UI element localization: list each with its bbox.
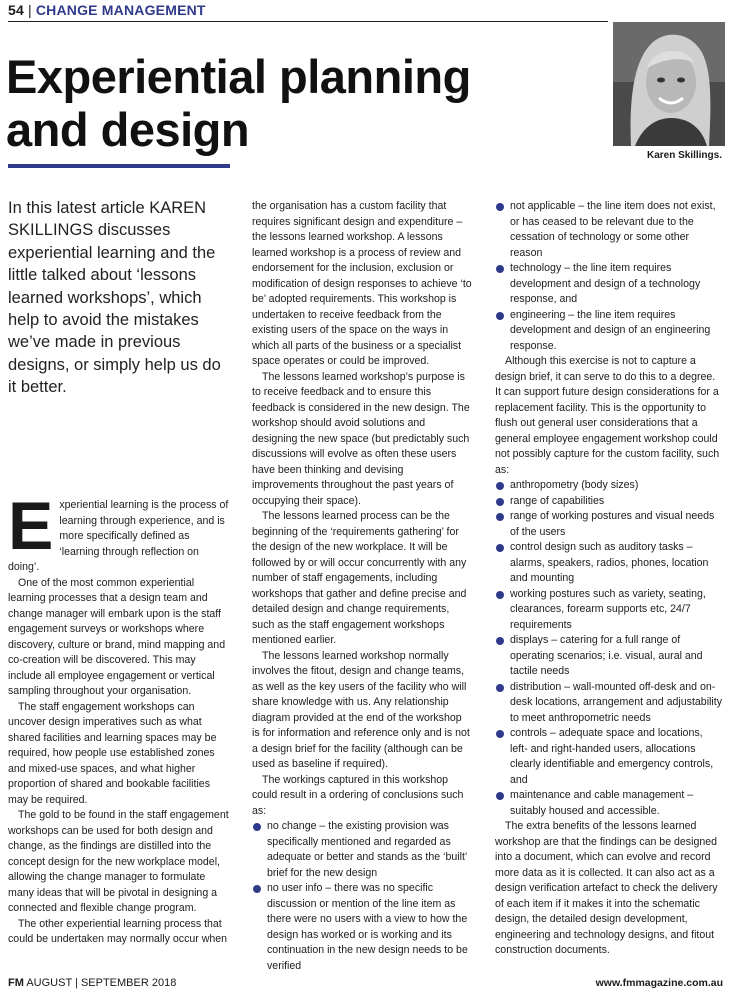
paragraph: The staff engagement workshops can uncover design imperatives such as what shared facilities and learning spaces may be required, how people use established zones and mixed-use spaces, and what higher proportion of shared and bookable facilities may be required. [8,700,217,806]
paragraph: the organisation has a custom facility that requires significant design and expenditure – the lessons learned workshop. A lessons learned workshop is a process of review and endorsement for the inclusion, exclusion or modification of design responses to achieve ‘to be’ adopted requirements. This workshop is undertaken to receive feedback from the existing users of the space on the ways in which all parts of the business or a specialist space operates or could be improved. [252,200,472,367]
list-item [495,494,723,510]
bullet-dot-icon [496,730,504,738]
bullet-dot-icon [253,823,261,831]
list-item [495,788,723,819]
author-portrait-image [613,22,725,146]
section-label: CHANGE MANAGEMENT [35,2,206,18]
paragraph: The lessons learned workshop normally involves the fitout, design and change teams, as well as the key users of the facility who will share knowledge with us. Any relationship diagram provided at the end of the workshop is for information and reference only and is not a design brief for the facility (although can be used as baseline if required). [252,649,470,770]
paragraph: The lessons learned process can be the beginning of the ‘requirements gathering’ for the design of the new workplace. It will be followed by or will occur concurrently with any number of staff engagements, including workshops that gather and define precise and detailed design and change requirements, such as the staff engagement workshops mentioned earlier. [252,510,467,646]
list-item-text: control design such as auditory tasks – alarms, speakers, radios, phones, location and mounting [510,541,709,584]
paragraph: One of the most common experiential learning processes that a design team and change manager will embark upon is the staff engagement surveys or workshops where discovery, culture or brand, mind mapping and co-creation will be discovered. This may include all employee engagement or vertical sampling throughout your organisation. [8,576,226,697]
list-item-text: working postures such as variety, seating, clearances, forearm supports etc, 24/7 requirements [510,587,706,631]
list-item [495,199,723,261]
bullet-dot-icon [496,513,504,521]
list-item-text: engineering – the line item requires development and design of an engineering response. [510,308,711,352]
list-item-text: technology – the line item requires development and design of a technology response, and [510,262,701,305]
page-number: 54 [8,2,24,18]
paragraph [8,488,232,576]
bullet-list [495,199,723,354]
paragraph: The gold to be found in the staff engagement workshops can be used for both design and change, as the findings are distilled into the concept design for the new workplace model, allowing the change manager to formulate many ideas that will be pivotal in designing a connected and flexible change program. [8,809,229,914]
footer-issue-date: AUGUST | SEPTEMBER 2018 [26,977,177,989]
paragraph: The workings captured in this workshop could result in a ordering of conclusions such as: [252,773,464,817]
list-item-text: displays – catering for a full range of operating scenarios; i.e. visual, aural and tactile needs [510,634,703,677]
list-item-text: no user info – there was no specific discussion or mention of the line item as there were no users with a view to how the design has worked or is working and its continuation in the new design needs to be verified [267,882,468,972]
title-line-2: and design [6,103,250,156]
footer-brand: FM [8,977,24,989]
body-column-2 [252,199,472,974]
bullet-dot-icon [496,544,504,552]
bullet-list [252,819,472,974]
paragraph: The extra benefits of the lessons learned workshop are that the findings can be designed into a document, which can evolve and record more data as it is collected. It can also act as a design verification artefact to check the delivery of each item if it makes it into the schematic design, the detailed design development, engineering and technology designs, and fitout construction documents. [495,820,718,956]
list-item [495,478,723,494]
author-photo [613,22,725,146]
bullet-list [495,478,723,819]
list-item-text: anthropometry (body sizes) [510,479,639,491]
paragraph: The lessons learned workshop’s purpose is to receive feedback and to ensure this feedback is considered in the new design. The workshop should avoid solutions and designing the new space (but predictably such discussions will evolve as often these users have been thinking and devising improvements throughout the past years of occupying their space). [252,370,470,507]
header-separator: | [27,2,32,18]
list-item [495,726,723,788]
list-item [495,680,723,727]
list-item [495,633,723,680]
list-item-text: no change – the existing provision was specifically mentioned and regarded as adequate or better and stands as the ‘built’ brief for the new design [267,820,467,879]
bullet-dot-icon [496,482,504,490]
bullet-dot-icon [496,591,504,599]
list-item-text: range of capabilities [510,494,605,507]
list-item-text: controls – adequate space and locations, left- and right-handed users, allocations clearly identifiable and emergency controls, and [510,727,714,786]
bullet-dot-icon [496,684,504,692]
list-item [252,881,472,974]
bullet-dot-icon [253,885,261,893]
list-item [495,509,723,540]
section-header [8,2,206,18]
footer-issue [8,977,176,989]
drop-cap: E [8,488,54,564]
body-column-1 [8,488,232,948]
intro-standfirst: In this latest article KAREN SKILLINGS discusses experiential learning and the little talked about ‘lessons learned workshops’, which help to avoid the mistakes we’ve made in previous designs, or simply help us do it better. [8,199,221,397]
list-item-text: range of working postures and visual needs of the users [510,510,715,538]
bullet-dot-icon [496,312,504,320]
bullet-dot-icon [496,498,504,506]
list-item [252,819,472,881]
bullet-dot-icon [496,792,504,800]
paragraph: Although this exercise is not to capture a design brief, it can serve to do this to a degree. It can support future design considerations for a replacement facility. This is the opportunity to flush out general user considerations that a general employee engagement workshop could not possibly capture for the custom facility, such as: [495,355,720,476]
list-item-text: maintenance and cable management – suitably housed and accessible. [510,789,694,817]
list-item [495,540,723,587]
list-item-text: not applicable – the line item does not exist, or has ceased to be relevant due to the cessation of technology or some other reason [510,200,716,259]
title-line-1: Experiential planning [6,50,471,103]
footer-website-link[interactable]: www.fmmagazine.com.au [595,977,723,989]
list-item-text: distribution – wall-mounted off-desk and on-desk locations, arrangement and adjustability to meet anthropometric needs [510,680,722,724]
body-column-3 [495,199,723,959]
title-underline [8,164,230,168]
bullet-dot-icon [496,265,504,273]
list-item [495,587,723,634]
bullet-dot-icon [496,637,504,645]
bullet-dot-icon [496,203,504,211]
list-item [495,308,723,355]
header-rule [8,21,608,22]
paragraph-text: xperiential learning is the process of learning through experience, and is more specifically defined as ‘learning through reflection on doing’. [8,499,229,573]
paragraph: The other experiential learning process that could be undertaken may normally occur when [8,917,228,945]
article-title [6,50,596,156]
photo-caption: Karen Skillings. [646,150,722,161]
list-item [495,261,723,308]
